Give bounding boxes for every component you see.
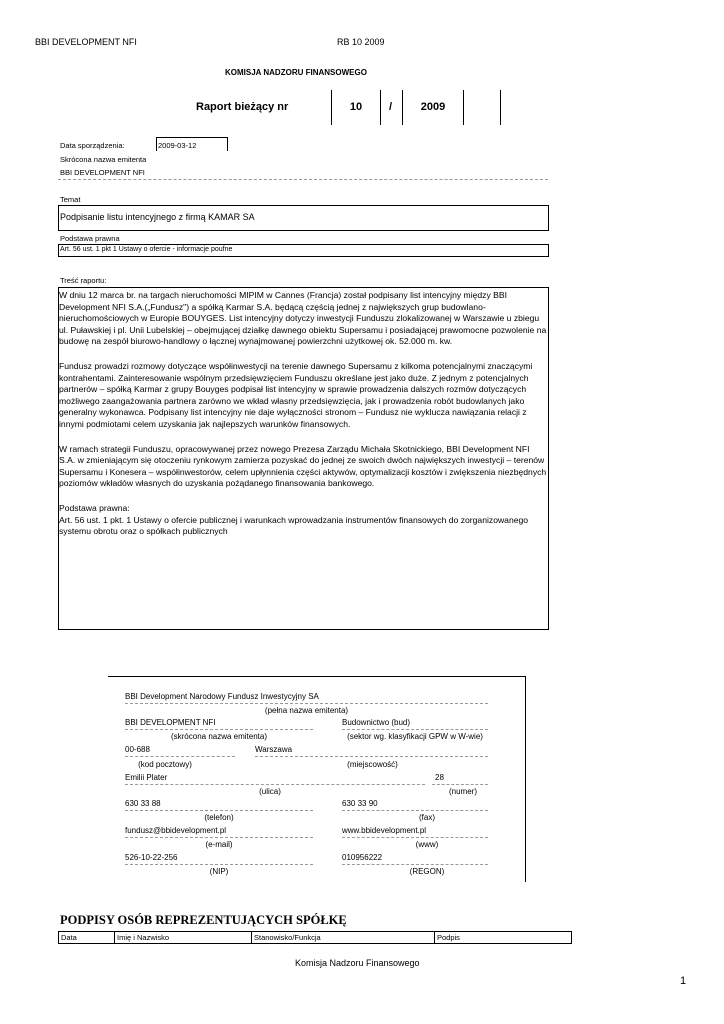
content-paragraph-1: W dniu 12 marca br. na targach nieruchomości MIPIM w Cannes (Francja) został podpisany list intencyjny między BBI Development NFI S.A.(„Fundusz") a spółką Karmar S.A. będącą częścią jednej z największych grup budowlano-nieruchomościowych w Europie BOUYGES. List intencyjny dotyczy inwestycji Funduszu zlokalizowanej w Warszawie u zbiegu ul. Puławskiej i pl. Unii Lubelskiej – obejmującej działkę dawnego obiektu Supersamu i posiadającej prawomocne pozwolenie na budowę na zespół biurowo-handlowy o łącznej wynajmowanej powierzchni użytkowej ok. 52.000 m. kw.	[59, 290, 547, 347]
issuer-full-name: BBI Development Narodowy Fundusz Inwestycyjny SA	[125, 692, 319, 701]
footer-authority: Komisja Nadzoru Finansowego	[295, 958, 420, 968]
report-separator: /	[389, 101, 393, 113]
page-number: 1	[680, 975, 687, 987]
issuer-email: fundusz@bbidevelopment.pl	[125, 826, 227, 835]
field-line	[125, 810, 313, 811]
col-position: Stanowisko/Funkcja	[252, 932, 435, 943]
field-line	[342, 837, 488, 838]
issuer-street-caption: (ulica)	[259, 787, 281, 796]
signatures-table-header	[58, 931, 572, 944]
content-legal-title: Podstawa prawna:	[59, 502, 130, 513]
issuer-www: www.bbidevelopment.pl	[342, 826, 427, 835]
legal-basis-value: Art. 56 ust. 1 pkt 1 Ustawy o ofercie - informacje poufne	[60, 246, 233, 253]
field-line	[255, 756, 488, 757]
issuer-regon-caption: (REGON)	[409, 867, 445, 876]
content-paragraph-2: Fundusz prowadzi rozmowy dotyczące współinwestycji na terenie dawnego Supersamu z kilkoma potencjalnymi znaczącymi kontrahentami. Zainteresowanie wspólnym przedsięwzięciem Funduszu określane jest jako duże. Z jednym z potencjalnych partnerów – spółką Karmar z grupy Bouyges podpisał list intencyjny w sprawie prowadzenia dalszych rozmów dotyczących możliwego zaangażowania partnera zarówno we wkład własny przedsięwzięcia, jak i prowadzenia robót budowlanych jako generalny wykonawca. Podpisany list intencyjny nie daje wyłączności stronom – Fundusz nie wyklucza nawiązania relacji z innymi podmiotami celem uzyskania jak najlepszych warunków finansowych.	[59, 360, 533, 429]
field-line	[125, 729, 313, 730]
field-line	[125, 864, 313, 865]
divider	[58, 179, 548, 180]
issuer-short-name-caption: (skrócona nazwa emitenta)	[170, 732, 268, 741]
content-label: Treść raportu:	[60, 276, 107, 285]
issuer-city: Warszawa	[255, 745, 293, 754]
date-value: 2009-03-12	[158, 141, 197, 150]
issuer-street: Emilii Plater	[125, 773, 168, 782]
issuer-regon: 010956222	[342, 853, 383, 862]
report-title: Raport bieżący nr	[196, 101, 289, 113]
signatures-title: PODPISY OSÓB REPREZENTUJĄCYCH SPÓŁKĘ	[60, 913, 347, 927]
issuer-number-caption: (numer)	[448, 787, 477, 796]
subject-value: Podpisanie listu intencyjnego z firmą KAMAR SA	[60, 212, 255, 222]
subject-label: Temat	[60, 195, 81, 204]
issuer-phone: 630 33 88	[125, 799, 161, 808]
col-name: Imię i Nazwisko	[115, 932, 252, 943]
field-line	[125, 756, 235, 757]
col-signature: Podpis	[437, 933, 460, 942]
header-issuer: BBI DEVELOPMENT NFI	[35, 37, 137, 47]
report-number: 10	[349, 101, 363, 113]
issuer-postal-code-caption: (kod pocztowy)	[138, 760, 192, 769]
legal-basis-label: Podstawa prawna	[60, 234, 120, 243]
issuer-number: 28	[435, 773, 444, 782]
content-paragraph-3: W ramach strategii Funduszu, opracowywanej przez nowego Prezesa Zarządu Michała Skotnickiego, BBI Development NFI S.A. w zmieniającym się otoczeniu rynkowym zamierza pozyskać do jednej ze swoich dwóch największych inwestycji – terenów Supersamu i Konesera – współinwestorów, celem upłynnienia części aktywów, optymalizacji kosztów i zwiększenia niezbędnych poziomów wkładów własnych do uzyskania pożądanego finansowania bankowego.	[59, 443, 547, 489]
report-content	[59, 290, 547, 538]
issuer-www-caption: (www)	[415, 840, 439, 849]
report-extra-box	[464, 90, 501, 125]
issuer-short-name: BBI DEVELOPMENT NFI	[125, 718, 216, 727]
issuer-postal-code: 00-688	[125, 745, 150, 754]
field-line	[432, 784, 488, 785]
field-line	[125, 837, 313, 838]
report-year: 2009	[420, 101, 446, 113]
field-line	[342, 810, 488, 811]
field-line	[125, 784, 425, 785]
issuer-nip: 526-10-22-256	[125, 853, 178, 862]
issuer-full-name-caption: (pełna nazwa emitenta)	[264, 706, 349, 715]
issuer-sector: Budownictwo (bud)	[342, 718, 411, 727]
issuer-phone-caption: (telefon)	[204, 813, 234, 822]
issuer-fax-caption: (fax)	[419, 813, 435, 822]
date-label: Data sporządzenia:	[60, 141, 125, 150]
field-line	[342, 864, 488, 865]
issuer-city-caption: (miejscowość)	[347, 760, 398, 769]
issuer-email-caption: (e-mail)	[205, 840, 233, 849]
field-line	[342, 729, 488, 730]
issuer-nip-caption: (NIP)	[209, 867, 229, 876]
header-report-id: RB 10 2009	[337, 37, 385, 47]
issuer-short-value: BBI DEVELOPMENT NFI	[60, 168, 145, 177]
issuer-sector-caption: (sektor wg. klasyfikacji GPW w W-wie)	[347, 732, 483, 741]
issuer-fax: 630 33 90	[342, 799, 378, 808]
field-line	[125, 703, 488, 704]
issuer-short-label: Skrócona nazwa emitenta	[60, 155, 147, 164]
col-date: Data	[59, 932, 115, 943]
content-legal-body: Art. 56 ust. 1 pkt. 1 Ustawy o ofercie publicznej i warunkach wprowadzania instrumentów finansowych do zorganizowanego systemu obrotu oraz o spółkach publicznych	[59, 514, 529, 537]
